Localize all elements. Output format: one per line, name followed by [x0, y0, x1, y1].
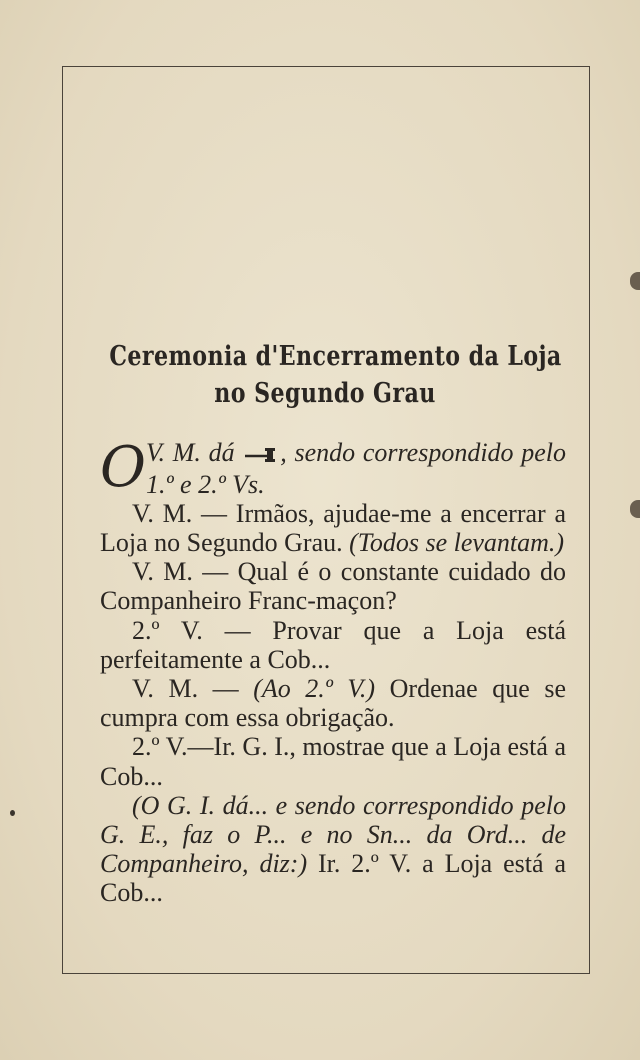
paragraph-3: V. M. — Qual é o constante cuidado do Companheiro Franc-maçon? [100, 557, 566, 616]
p5-part-a: V. M. — [132, 674, 254, 704]
p2-part-b: (Todos se levantam.) [349, 528, 565, 558]
dropcap-letter: O [100, 435, 146, 500]
p1-part-a: V. M. dá [146, 438, 235, 467]
p1-part-b: , sendo correspondido pelo 1.º e 2.º Vs. [146, 438, 566, 499]
p7-part-a: (O G. I. dá... e sendo correspondido pelo G. E., faz o P... e no Sn... da Ord... de Companheiro, diz:) [100, 790, 566, 879]
p2-part-a: V. M. — Irmãos, ajudae-me a encerrar a Loja no Segundo Grau. [100, 498, 566, 558]
title-line-2: no Segundo Grau [214, 378, 436, 409]
p7-part-b: Ir. 2.º V. a Loja está a Cob... [100, 849, 566, 908]
paragraph-6: 2.º V.—Ir. G. I., mostrae que a Loja está a Cob... [100, 732, 566, 791]
mallet-icon [244, 440, 278, 469]
paragraph-5 [100, 674, 566, 732]
p5-part-c: Ordenae que se cumpra com essa obrigação. [100, 674, 566, 733]
paragraph-2 [100, 499, 566, 557]
paragraph-7 [100, 791, 566, 908]
page-edge-tear-top [630, 272, 640, 290]
paragraph-1 [100, 435, 566, 500]
title-line-1: Ceremonia d'Encerramento da Loja [109, 341, 562, 372]
text-body [100, 435, 566, 908]
paragraph-4: 2.º V. — Provar que a Loja está perfeitamente a Cob... [100, 615, 566, 674]
ink-spot [10, 810, 15, 816]
page-title [109, 338, 562, 412]
p5-part-b: (Ao 2.º V.) [253, 674, 376, 704]
page-edge-tear-middle [630, 500, 640, 518]
